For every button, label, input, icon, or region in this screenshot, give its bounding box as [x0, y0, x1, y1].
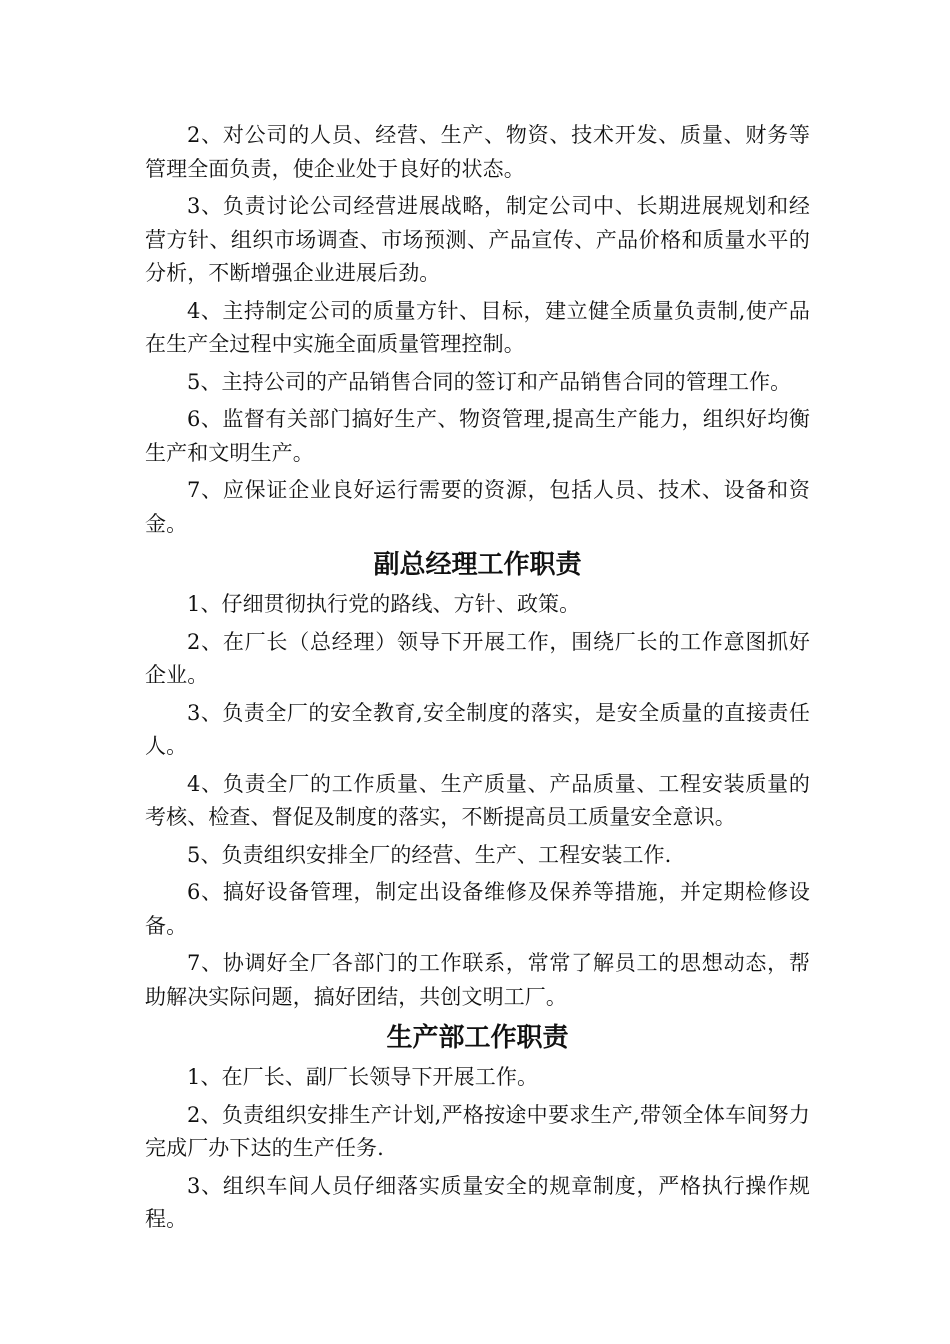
duty-item: 7、协调好全厂各部门的工作联系，常常了解员工的思想动态，帮助解决实际问题，搞好团结，共创文明工厂。	[145, 951, 810, 1009]
document-body	[145, 119, 810, 1241]
duty-item: 6、监督有关部门搞好生产、物资管理,提高生产能力，组织好均衡生产和文明生产。	[145, 407, 810, 465]
duty-item: 1、在厂长、副厂长领导下开展工作。	[187, 1065, 539, 1089]
duty-item: 2、对公司的人员、经营、生产、物资、技术开发、质量、财务等管理全面负责，使企业处于良好的状态。	[145, 123, 810, 181]
section-general-manager-duties	[145, 119, 810, 541]
section-production-dept-duties	[145, 1018, 810, 1237]
duty-item: 3、组织车间人员仔细落实质量安全的规章制度，严格执行操作规程。	[145, 1173, 810, 1231]
section-heading: 生产部工作职责	[386, 1023, 569, 1053]
duty-item: 4、主持制定公司的质量方针、目标，建立健全质量负责制,使产品在生产全过程中实施全面质量管理控制。	[145, 298, 810, 356]
duty-item: 1、仔细贯彻执行党的路线、方针、政策。	[187, 592, 581, 616]
duty-item: 3、负责全厂的安全教育,安全制度的落实，是安全质量的直接责任人。	[145, 700, 810, 758]
duty-item: 2、在厂长（总经理）领导下开展工作，围绕厂长的工作意图抓好企业。	[145, 629, 810, 687]
duty-item: 6、搞好设备管理，制定出设备维修及保养等措施，并定期检修设备。	[145, 880, 810, 938]
section-deputy-manager-duties	[145, 545, 810, 1014]
duty-item: 5、主持公司的产品销售合同的签订和产品销售合同的管理工作。	[187, 369, 792, 394]
section-heading: 副总经理工作职责	[373, 550, 582, 580]
duty-item: 2、负责组织安排生产计划,严格按途中要求生产,带领全体车间努力完成厂办下达的生产任务.	[145, 1102, 810, 1160]
duty-item: 7、应保证企业良好运行需要的资源，包括人员、技术、设备和资金。	[145, 478, 810, 536]
duty-item: 5、负责组织安排全厂的经营、生产、工程安装工作.	[187, 842, 672, 867]
duty-item: 4、负责全厂的工作质量、生产质量、产品质量、工程安装质量的考核、检查、督促及制度的落实，不断提高员工质量安全意识。	[145, 771, 810, 829]
duty-item: 3、负责讨论公司经营进展战略，制定公司中、长期进展规划和经营方针、组织市场调查、市场预测、产品宣传、产品价格和质量水平的分析，不断增强企业进展后劲。	[145, 194, 810, 285]
